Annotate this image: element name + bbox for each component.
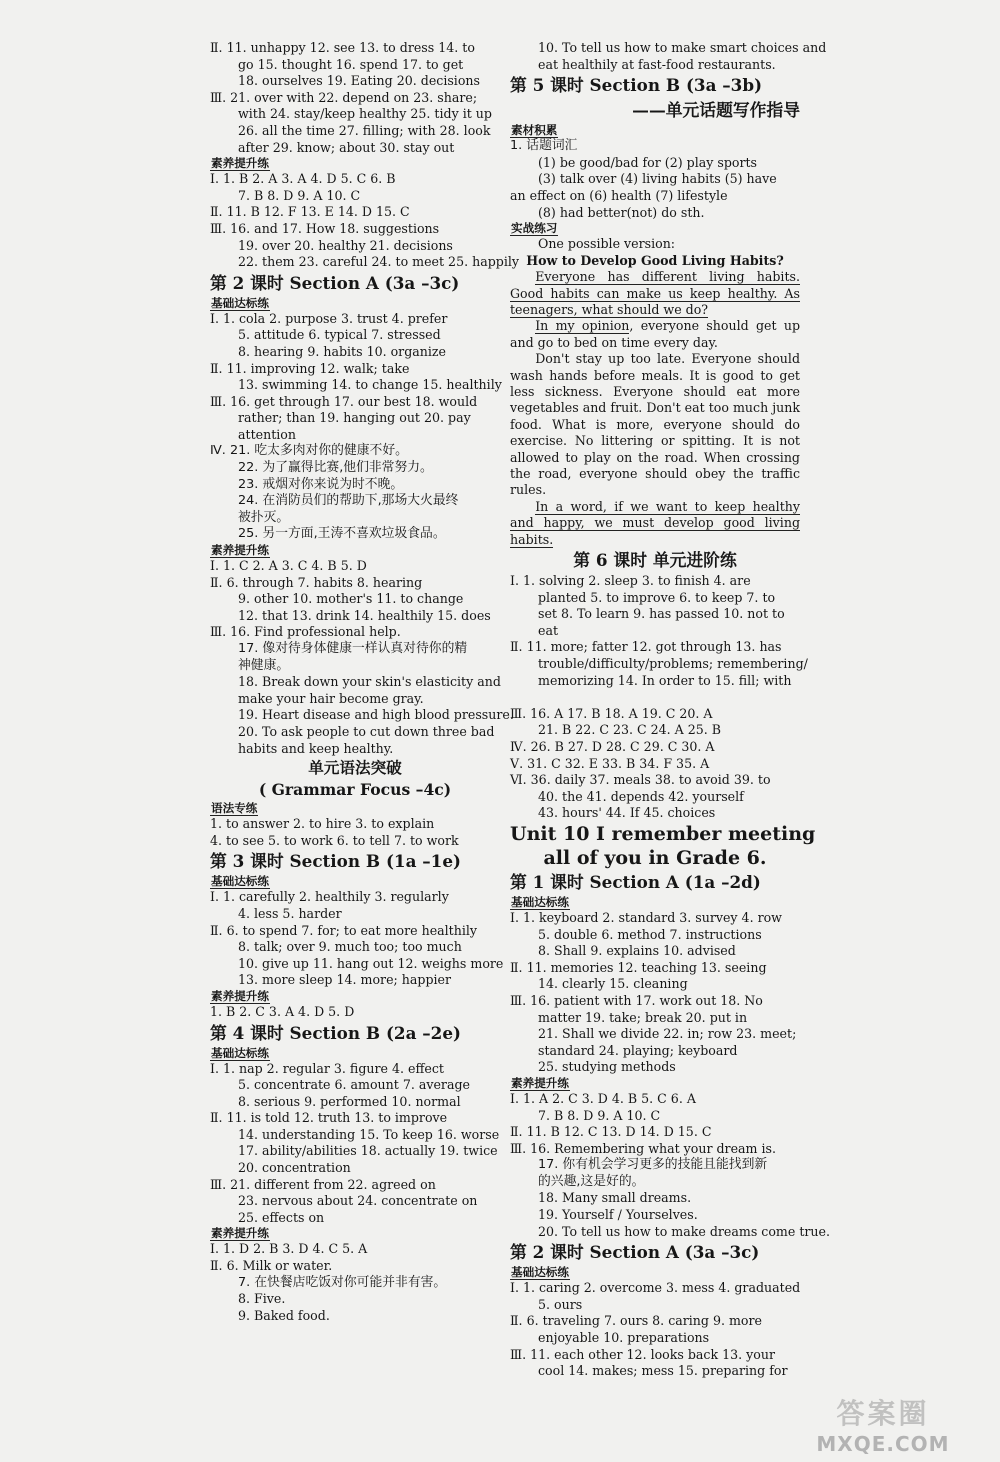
answer-line: One possible version: <box>538 236 676 252</box>
answer-line: 7. B 8. D 9. A 10. C <box>538 1107 661 1123</box>
watermark <box>778 1392 988 1456</box>
answer-line: Ⅰ. 1. C 2. A 3. C 4. B 5. D <box>210 558 367 574</box>
answer-line: Ⅰ. 1. cola 2. purpose 3. trust 4. prefer <box>210 310 448 326</box>
essay-paragraph <box>510 269 800 318</box>
answer-line: 18. Break down your skin's elasticity and <box>238 674 501 690</box>
answer-line: memorizing 14. In order to 15. fill; with <box>538 672 792 688</box>
lesson-heading: 第 4 课时 Section B (2a –2e) <box>210 1022 461 1043</box>
section-tag <box>510 1265 800 1280</box>
answer-line: 21. B 22. C 23. C 24. A 25. B <box>538 722 722 738</box>
lesson-heading: 第 6 课时 单元进阶练 <box>573 550 737 571</box>
grammar-heading: 单元语法突破 <box>308 758 402 778</box>
answer-line: 8. serious 9. performed 10. normal <box>238 1093 461 1109</box>
essay-underline: In my opinion <box>535 318 630 334</box>
answer-line: an effect on (6) health (7) lifestyle <box>510 187 728 203</box>
answer-line: Ⅱ. 6. Milk or water. <box>210 1258 333 1274</box>
answer-line: trouble/difficulty/problems; remembering/ <box>538 656 808 672</box>
lesson-heading: 第 5 课时 Section B (3a –3b) <box>510 75 763 96</box>
answer-line: planted 5. to improve 6. to keep 7. to <box>538 589 776 605</box>
essay-title: How to Develop Good Living Habits? <box>526 252 784 268</box>
essay-paragraph <box>510 499 800 548</box>
section-tag-label: 素养提升练 <box>511 1075 569 1090</box>
answer-line: Ⅰ. 1. A 2. C 3. D 4. B 5. C 6. A <box>510 1090 696 1106</box>
answer-line: 22. them 23. careful 24. to meet 25. happily <box>238 254 520 270</box>
answer-line: Ⅰ. 1. D 2. B 3. D 4. C 5. A <box>210 1241 368 1257</box>
answer-line: standard 24. playing; keyboard <box>538 1042 738 1058</box>
answer-line: eat <box>538 622 559 638</box>
watermark-logo: 答案圈 <box>836 1397 930 1430</box>
answer-line: 19. over 20. healthy 21. decisions <box>238 237 453 253</box>
answer-line: Ⅱ. 6. to spend 7. for; to eat more healthily <box>210 922 478 938</box>
lesson-heading: 第 1 课时 Section A (1a –2d) <box>510 871 761 892</box>
answer-line: (1) be good/bad for (2) play sports <box>538 154 758 170</box>
answer-line: 20. concentration <box>238 1160 351 1176</box>
answer-line: Ⅲ. 16. and 17. How 18. suggestions <box>210 220 440 236</box>
answer-line: 17. ability/abilities 18. actually 19. twice <box>238 1143 498 1159</box>
translation-line: 神健康。 <box>238 657 290 673</box>
answer-line: Ⅱ. 11. unhappy 12. see 13. to dress 14. to <box>210 40 475 55</box>
essay-underline: In a word, if we want to keep healthy and happy, we must develop good living habits. <box>510 498 800 547</box>
lesson-heading: ——单元话题写作指导 <box>632 100 800 121</box>
answer-line: 4. to see 5. to work 6. to tell 7. to work <box>210 832 459 848</box>
answer-line: 18. ourselves 19. Eating 20. decisions <box>238 73 480 89</box>
translation-line: 22. 为了赢得比赛,他们非常努力。 <box>238 460 433 476</box>
answer-line: 4. less 5. harder <box>238 905 342 921</box>
answer-line <box>510 689 800 706</box>
section-tag <box>210 156 500 171</box>
answer-line: Ⅰ. 1. keyboard 2. standard 3. survey 4. row <box>510 909 782 925</box>
answer-line: Ⅲ. 16. A 17. B 18. A 19. C 20. A <box>510 705 713 721</box>
answer-line: 43. hours' 44. If 45. choices <box>538 805 716 821</box>
section-tag-label: 素养提升练 <box>211 543 269 558</box>
answer-line: 14. understanding 15. To keep 16. worse <box>238 1126 500 1142</box>
section-tag-label: 基础达标练 <box>211 1045 269 1060</box>
answer-line: go 15. thought 16. spend 17. to get <box>238 56 464 72</box>
section-tag-label: 素养提升练 <box>211 156 269 171</box>
answer-line: 18. Many small dreams. <box>538 1190 692 1206</box>
answer-line: make your hair become gray. <box>238 690 424 706</box>
answer-line: 13. more sleep 14. more; happier <box>238 972 452 988</box>
translation-line: 24. 在消防员们的帮助下,那场大火最终 <box>238 493 459 509</box>
answer-line: 9. other 10. mother's 11. to change <box>238 591 464 607</box>
answer-line: 25. effects on <box>238 1209 325 1225</box>
translation-line: 的兴趣,这是好的。 <box>538 1173 645 1189</box>
answer-line: Ⅱ. 11. memories 12. teaching 13. seeing <box>510 959 767 975</box>
section-tag-label: 基础达标练 <box>511 894 569 909</box>
section-tag-label: 素养提升练 <box>211 988 269 1003</box>
answer-line: 5. double 6. method 7. instructions <box>538 926 762 942</box>
section-tag <box>210 1046 500 1061</box>
answer-line: 1. B 2. C 3. A 4. D 5. D <box>210 1003 355 1019</box>
answer-line: Ⅰ. 1. solving 2. sleep 3. to finish 4. are <box>510 573 751 589</box>
essay-paragraph: Don't stay up too late. Everyone should wash hands before meals. It is good to get less sickness. Everyone should eat more vegetables and fruit. Don't eat too much junk food. What is more, everyone should do exercise. No littering or spitting. It is not allowed to play on the road. When crossing the road, everyone should obey the traffic rules. <box>510 351 800 498</box>
section-tag-label: 语法专练 <box>211 801 258 816</box>
lesson-heading: 第 2 课时 Section A (3a –3c) <box>210 272 460 293</box>
answer-line: 8. talk; over 9. much too; too much <box>238 939 462 955</box>
essay-text: , everyone should get up and go to bed on time every day. <box>510 318 800 350</box>
translation-line: 被扑灭。 <box>238 509 290 525</box>
answer-line: habits and keep healthy. <box>238 740 394 756</box>
answer-line: Ⅰ. 1. carefully 2. healthily 3. regularly <box>210 889 449 905</box>
section-tag <box>510 123 800 138</box>
answer-line: Ⅰ. 1. nap 2. regular 3. figure 4. effect <box>210 1060 444 1076</box>
section-tag-label: 基础达标练 <box>211 295 269 310</box>
answer-line: Ⅱ. 11. is told 12. truth 13. to improve <box>210 1110 448 1126</box>
answer-line: Ⅲ. 21. over with 22. depend on 23. share; <box>210 89 478 105</box>
answer-line: Ⅱ. 11. B 12. C 13. D 14. D 15. C <box>510 1124 712 1140</box>
answer-line: Ⅲ. 16. get through 17. our best 18. would <box>210 393 478 409</box>
answer-line: Ⅱ. 6. traveling 7. ours 8. caring 9. more <box>510 1313 762 1329</box>
section-tag <box>510 221 800 236</box>
answer-line: 19. Heart disease and high blood pressure. <box>238 707 514 723</box>
section-tag <box>210 874 500 889</box>
essay-underline: Everyone has different living habits. Good habits can make us keep healthy. As teenagers, what should we do? <box>510 269 800 317</box>
section-tag <box>510 1076 800 1091</box>
section-tag <box>210 801 500 816</box>
answer-line: 9. Baked food. <box>238 1307 330 1323</box>
translation-line: Ⅳ. 21. 吃太多肉对你的健康不好。 <box>210 443 408 459</box>
grammar-heading: ( Grammar Focus –4c) <box>258 780 452 800</box>
translation-line: 23. 戒烟对你来说为时不晚。 <box>238 476 404 492</box>
translation-line: 7. 在快餐店吃饭对你可能并非有害。 <box>238 1274 447 1290</box>
answer-line: Ⅱ. 11. more; fatter 12. got through 13. has <box>510 639 782 655</box>
answer-line: 40. the 41. depends 42. yourself <box>538 788 744 804</box>
essay-paragraph <box>510 318 800 351</box>
answer-line: Ⅲ. 16. Find professional help. <box>210 624 401 640</box>
section-tag-label: 基础达标练 <box>211 874 269 889</box>
answer-line: matter 19. take; break 20. put in <box>538 1009 748 1025</box>
answer-line: 25. studying methods <box>538 1059 676 1075</box>
answer-line: 8. hearing 9. habits 10. organize <box>238 343 446 359</box>
translation-line: 25. 另一方面,王涛不喜欢垃圾食品。 <box>238 526 446 542</box>
section-tag <box>210 989 500 1004</box>
answer-line: 19. Yourself / Yourselves. <box>538 1207 698 1223</box>
lesson-heading: 第 2 课时 Section A (3a –3c) <box>510 1242 760 1263</box>
unit-title: all of you in Grade 6. <box>543 846 767 869</box>
model-essay <box>510 253 800 548</box>
section-tag-label: 实战练习 <box>511 221 558 236</box>
answer-line: Ⅱ. 6. through 7. habits 8. hearing <box>210 574 423 590</box>
answer-line: 5. attitude 6. typical 7. stressed <box>238 327 441 343</box>
answer-line: Ⅲ. 11. each other 12. looks back 13. your <box>510 1346 775 1362</box>
answer-line: 10. To tell us how to make smart choices and <box>538 40 827 55</box>
answer-line: Ⅱ. 11. B 12. F 13. E 14. D 15. C <box>210 204 410 220</box>
answer-line: Ⅳ. 26. B 27. D 28. C 29. C 30. A <box>510 739 715 754</box>
answer-line: Ⅱ. 11. improving 12. walk; take <box>210 360 410 376</box>
answer-line: Ⅰ. 1. B 2. A 3. A 4. D 5. C 6. B <box>210 171 396 187</box>
answer-line: Ⅴ. 31. C 32. E 33. B 34. F 35. A <box>510 755 710 771</box>
answer-line: (3) talk over (4) living habits (5) have <box>538 171 777 187</box>
answer-line: Ⅲ. 21. different from 22. agreed on <box>210 1176 436 1192</box>
answer-line: rather; than 19. hanging out 20. pay <box>238 410 471 426</box>
answer-line: 8. Five. <box>238 1291 286 1307</box>
answer-line: 1. to answer 2. to hire 3. to explain <box>210 816 435 832</box>
answer-line: Ⅰ. 1. caring 2. overcome 3. mess 4. graduated <box>510 1280 801 1296</box>
section-tag <box>510 895 800 910</box>
section-tag-label: 素养提升练 <box>211 1226 269 1241</box>
answer-line: 5. concentrate 6. amount 7. average <box>238 1077 470 1093</box>
answer-line: (8) had better(not) do sth. <box>538 204 705 220</box>
unit-title: Unit 10 I remember meeting <box>510 822 816 845</box>
answer-line: 21. Shall we divide 22. in; row 23. meet; <box>538 1026 797 1042</box>
answer-line: 23. nervous about 24. concentrate on <box>238 1193 478 1209</box>
answer-line: with 24. stay/keep healthy 25. tidy it up <box>238 106 492 122</box>
section-tag <box>210 296 500 311</box>
answer-line: 20. To tell us how to make dreams come true. <box>538 1223 830 1239</box>
answer-line: Ⅲ. 16. patient with 17. work out 18. No <box>510 992 763 1008</box>
answer-line: set 8. To learn 9. has passed 10. not to <box>538 606 785 622</box>
watermark-url: MXQE.COM <box>816 1432 950 1456</box>
answer-line: enjoyable 10. preparations <box>538 1330 710 1346</box>
right-top-answers <box>510 40 827 253</box>
right-column <box>510 40 830 1380</box>
answer-line: 26. all the time 27. filling; with 28. look <box>238 122 491 138</box>
answer-line: attention <box>238 426 296 442</box>
answer-line: Ⅵ. 36. daily 37. meals 38. to avoid 39. to <box>510 772 771 788</box>
answer-line: cool 14. makes; mess 15. preparing for <box>538 1363 788 1379</box>
section-tag-label: 基础达标练 <box>511 1265 569 1280</box>
section-tag-label: 素材积累 <box>511 123 558 138</box>
answer-line: after 29. know; about 30. stay out <box>238 139 455 155</box>
answer-line: 5. ours <box>538 1296 583 1312</box>
answer-line: 12. that 13. drink 14. healthily 15. does <box>238 607 491 623</box>
answer-line: 7. B 8. D 9. A 10. C <box>238 187 361 203</box>
answer-line: 13. swimming 14. to change 15. healthily <box>238 377 502 393</box>
answer-line: 8. Shall 9. explains 10. advised <box>538 943 736 959</box>
translation-line: 1. 话题词汇 <box>510 138 578 154</box>
left-column <box>210 40 520 1324</box>
answer-line: 14. clearly 15. cleaning <box>538 976 688 992</box>
translation-line: 17. 像对待身体健康一样认真对待你的精 <box>238 641 468 656</box>
section-tag <box>210 1226 500 1241</box>
answer-line: Ⅲ. 16. Remembering what your dream is. <box>510 1140 776 1156</box>
translation-line: 17. 你有机会学习更多的技能且能找到新 <box>538 1157 768 1173</box>
lesson-heading: 第 3 课时 Section B (1a –1e) <box>210 851 461 872</box>
answer-line: eat healthily at fast-food restaurants. <box>538 56 776 72</box>
right-bottom-answers <box>510 548 830 1380</box>
answer-line: 20. To ask people to cut down three bad <box>238 723 495 739</box>
answer-line: 10. give up 11. hang out 12. weighs more <box>238 955 504 971</box>
section-tag <box>210 543 500 558</box>
